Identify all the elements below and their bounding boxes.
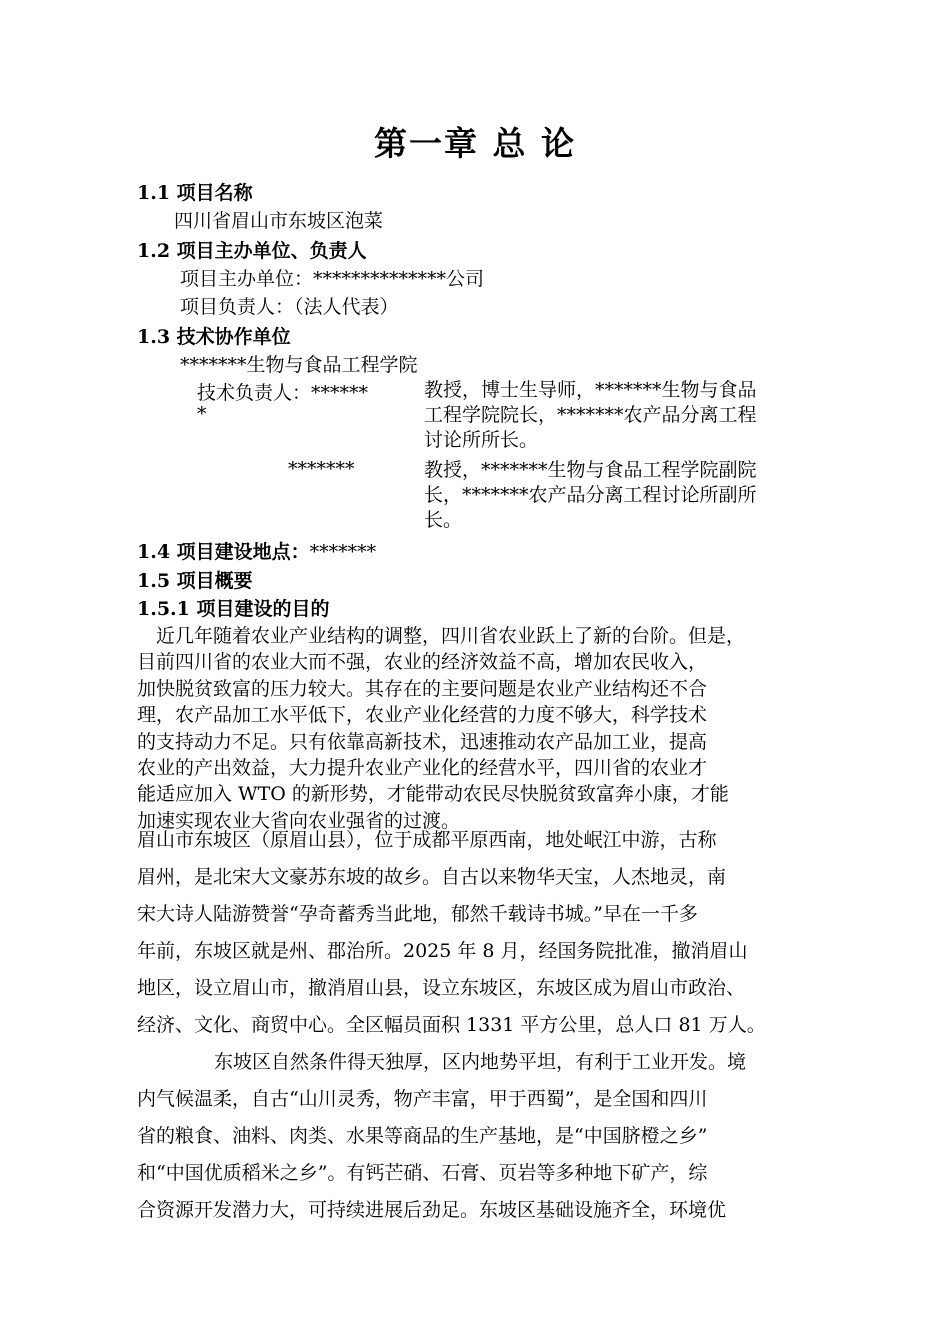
paragraph-dongpo <box>137 822 857 1229</box>
paragraph-line: 经济、文化、商贸中心。全区幅员面积 1331 平方公里，总人口 81 万人。 <box>137 1014 766 1036</box>
section-1-2-heading: 1.2 项目主办单位、负责人 <box>137 240 367 262</box>
section-1-4-label: 1.4 项目建设地点： <box>137 541 310 563</box>
paragraph-line: 理，农产品加工水平低下，农业产业化经营的力度不够大，科学技术 <box>137 704 708 727</box>
paragraph-line: 合资源开发潜力大，可持续进展后劲足。东坡区基础设施齐全，环境优 <box>137 1199 727 1221</box>
paragraph-line: 的支持动力不足。只有依靠高新技术，迅速推动农产品加工业，提高 <box>137 730 708 753</box>
section-1-1-heading: 1.1 项目名称 <box>137 182 253 204</box>
paragraph-line: 眉州，是北宋大文豪苏东坡的故乡。自古以来物华天宝，人杰地灵，南 <box>137 866 727 888</box>
tech-leader-label-wrap: * <box>197 403 207 425</box>
paragraph-line: 年前，东坡区就是州、郡治所。2025 年 8 月，经国务院批准，撤消眉山 <box>137 940 748 962</box>
paragraph-purpose <box>137 623 857 834</box>
desc-line: 工程学院院长，*******农产品分离工程 <box>424 404 757 426</box>
section-1-5-heading: 1.5 项目概要 <box>137 570 253 592</box>
paragraph-line: 能适应加入 WTO 的新形势，才能带动农民尽快脱贫致富奔小康，才能 <box>137 783 729 806</box>
paragraph-line: 和“中国优质稻米之乡”。有钙芒硝、石膏、页岩等多种地下矿产，综 <box>137 1162 708 1184</box>
project-name: 四川省眉山市东坡区泡菜 <box>174 210 384 232</box>
paragraph-line: 眉山市东坡区（原眉山县），位于成都平原西南，地处岷江中游，古称 <box>137 829 717 851</box>
section-1-3-heading: 1.3 技术协作单位 <box>137 326 291 348</box>
desc-line: 讨论所所长。 <box>424 429 539 451</box>
paragraph-line: 内气候温柔，自古“山川灵秀，物产丰富，甲于西蜀”，是全国和四川 <box>137 1088 708 1110</box>
section-1-5-1-heading: 1.5.1 项目建设的目的 <box>137 598 330 620</box>
tech-leader-label: 技术负责人：****** <box>197 382 369 404</box>
tech-leader-2-name: ******* <box>288 458 355 480</box>
paragraph-line: 目前四川省的农业大而不强，农业的经济效益不高，增加农民收入， <box>137 651 708 674</box>
paragraph-line: 省的粮食、油料、肉类、水果等商品的生产基地，是“中国脐橙之乡” <box>137 1125 708 1147</box>
construction-site: ******* <box>309 541 377 563</box>
paragraph-line: 宋大诗人陆游赞誉“孕奇蓄秀当此地，郁然千载诗书城。”早在一千多 <box>137 903 698 925</box>
project-leader: 项目负责人：（法人代表） <box>180 296 399 318</box>
desc-line: 长。 <box>424 509 463 531</box>
cooperation-org: *******生物与食品工程学院 <box>180 354 418 376</box>
paragraph-line: 东坡区自然条件得天独厚，区内地势平坦，有利于工业开发。境 <box>214 1051 747 1073</box>
tech-leader-1-desc <box>424 378 844 453</box>
paragraph-line: 加快脱贫致富的压力较大。其存在的主要问题是农业产业结构还不合 <box>137 677 708 700</box>
desc-line: 教授，博士生导师，*******生物与食品 <box>424 379 757 401</box>
paragraph-line: 农业的产出效益，大力提升农业产业化的经营水平，四川省的农业才 <box>137 757 708 780</box>
desc-line: 长，*******农产品分离工程讨论所副所 <box>424 484 757 506</box>
chapter-title: 第一章 总 论 <box>374 124 576 163</box>
host-unit: 项目主办单位：**************公司 <box>180 268 485 290</box>
section-1-4-heading <box>137 537 376 564</box>
paragraph-line: 近几年随着农业产业结构的调整，四川省农业跃上了新的台阶。但是， <box>156 625 746 647</box>
tech-leader-2-desc <box>424 458 844 533</box>
paragraph-line: 地区，设立眉山市，撤消眉山县，设立东坡区，东坡区成为眉山市政治、 <box>137 977 746 999</box>
paragraph-line: 加速实现农业大省向农业强省的过渡。 <box>137 809 461 832</box>
desc-line: 教授，*******生物与食品工程学院副院 <box>424 459 757 481</box>
